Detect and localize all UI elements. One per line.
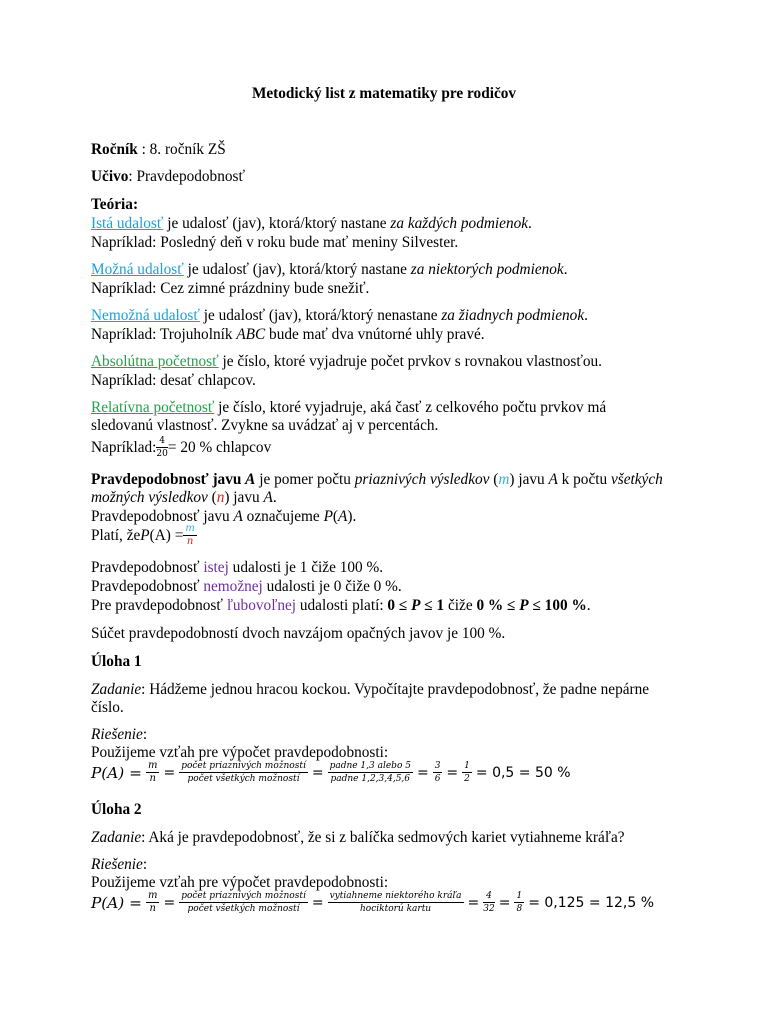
term-end: . <box>563 261 568 278</box>
example-text: bude mať dva vnútorné uhly pravé. <box>265 326 485 343</box>
def-italic: priaznivých výsledkov <box>354 471 490 488</box>
eq-frac-3-6 <box>433 761 443 784</box>
frac-num: padne 1,3 alebo 5 <box>329 761 411 771</box>
prob-text: čiže <box>444 597 477 614</box>
prob-text: udalosti je 0 čiže 0 %. <box>262 578 402 595</box>
grade-line <box>91 141 226 159</box>
fraction-4-20 <box>156 436 167 459</box>
term-relative-frequency[interactable]: Relatívna početnosť <box>91 399 215 416</box>
eq-frac-1-8 <box>514 891 524 914</box>
def-var: A <box>548 471 558 488</box>
prob-text: Pravdepodobnosť <box>91 559 204 576</box>
eq-result: = 0,125 = 12,5 % <box>528 894 655 911</box>
solution-label: Riešenie <box>91 856 143 873</box>
term-text: je číslo, ktoré vyjadruje, aká časť z celkového počtu prvkov má <box>214 399 607 416</box>
prob-text: udalosti platí: <box>296 597 388 614</box>
probability-impossible-line <box>91 578 402 596</box>
task1-assignment-line2: číslo. <box>91 699 124 716</box>
prob-colored: istej <box>203 559 229 576</box>
example-certain-event: Napríklad: Posledný deň v roku bude mať meniny Silvester. <box>91 234 459 251</box>
def-var: P <box>140 526 150 544</box>
fraction-denominator: 20 <box>156 449 168 459</box>
prob-text: Pre pravdepodobnosť <box>91 597 227 614</box>
eq-lhs: P(A) = <box>91 763 142 782</box>
def-bold: Pravdepodobnosť javu <box>91 471 246 488</box>
frac-den: 8 <box>516 904 523 914</box>
term-end: . <box>584 307 588 324</box>
term-emph: za každých podmienok <box>390 215 529 232</box>
def-text: ( <box>207 489 217 506</box>
prob-text: udalosti je 1 čiže 100 %. <box>228 559 384 576</box>
frac-num: vytiahneme niektorého kráľa <box>329 891 462 901</box>
prob-bold: 0 % ≤ <box>476 597 520 614</box>
frac-num: 4 <box>483 891 494 903</box>
def-italic: možných výsledkov <box>91 489 208 506</box>
example-relative-frequency <box>91 436 271 459</box>
term-emph: za žiadnych podmienok <box>441 307 585 324</box>
fraction-m-over-n <box>183 524 196 547</box>
def-text: Pravdepodobnosť javu <box>91 508 234 525</box>
example-impossible-event <box>91 326 485 344</box>
def-text: je pomer počtu <box>255 471 355 488</box>
eq-frac-cards <box>328 891 464 914</box>
topic-value: Pravdepodobnosť <box>136 168 245 185</box>
probability-definition-line1 <box>91 471 663 489</box>
solution-colon: : <box>142 726 148 743</box>
term-certain-event[interactable]: Istá udalosť <box>91 215 164 232</box>
grade-value: 8. ročník ZŠ <box>149 141 226 158</box>
def-text: ) javu <box>224 489 264 506</box>
def-var: A <box>263 489 273 506</box>
eq-equals: = <box>467 894 480 911</box>
term-possible-event[interactable]: Možná udalosť <box>91 261 184 278</box>
task1-solution-label <box>91 726 147 744</box>
eq-lhs: P(A) = <box>91 893 142 912</box>
theory-heading <box>91 196 138 214</box>
def-text: . <box>272 489 277 506</box>
def-text: ) javu <box>509 471 549 488</box>
frac-den: n <box>149 773 156 784</box>
frac-num: 1 <box>516 891 523 901</box>
eq-frac-words <box>179 761 308 784</box>
definition-possible-event <box>91 261 568 279</box>
prob-colored: nemožnej <box>203 578 263 595</box>
def-text: označujeme <box>242 508 324 525</box>
var-n: n <box>216 489 225 506</box>
fraction-denominator: n <box>186 536 194 547</box>
def-text: ). <box>347 508 357 525</box>
theory-colon: : <box>132 196 139 213</box>
solution-label: Riešenie <box>91 726 143 743</box>
term-end: . <box>528 215 532 232</box>
eq-equals: = <box>311 894 324 911</box>
eq-equals: = <box>498 894 511 911</box>
frac-den: 6 <box>434 774 441 784</box>
prob-var: P <box>519 597 529 614</box>
def-italic: všetkých <box>610 471 663 488</box>
eq-result: = 0,5 = 50 % <box>475 764 571 781</box>
def-var: A <box>338 508 348 525</box>
definition-impossible-event <box>91 307 588 325</box>
frac-num: 1 <box>464 761 470 771</box>
example-possible-event: Napríklad: Cez zimné prázdniny bude snežiť. <box>91 280 370 297</box>
definition-relative-frequency <box>91 399 606 417</box>
definition-relative-frequency-line2: sledovanú vlastnosť. Zvykne sa uvádzať aj v percentách. <box>91 417 439 434</box>
def-text: ( <box>489 471 499 488</box>
topic-sep: : <box>128 168 137 185</box>
fraction-numerator: m <box>185 523 195 534</box>
probability-formula-line <box>91 524 197 547</box>
term-emph: za niektorých podmienok <box>410 261 564 278</box>
prob-bold: ≤ 1 <box>420 597 445 614</box>
example-text: Napríklad: <box>91 438 157 456</box>
frac-den: počet všetkých možností <box>187 904 300 914</box>
theory-label: Teória <box>91 196 133 213</box>
task1-assignment <box>91 681 649 699</box>
term-text: je udalosť (jav), ktorá/ktorý nastane <box>163 215 391 232</box>
eq-frac-m-n <box>146 761 159 784</box>
prob-text: . <box>586 597 591 614</box>
var-m: m <box>498 471 510 488</box>
probability-certain-line <box>91 559 383 577</box>
frac-den: 2 <box>464 774 470 784</box>
grade-label: Ročník <box>91 141 138 158</box>
eq-frac-1-2 <box>462 761 472 784</box>
eq-equals: = <box>311 764 324 781</box>
eq-frac-m-n <box>146 891 159 914</box>
solution-colon: : <box>142 856 148 873</box>
prob-var: P <box>411 597 421 614</box>
task2-heading: Úloha 2 <box>91 801 142 818</box>
task2-assignment <box>91 829 625 847</box>
frac-num: počet priaznivých možností <box>181 761 306 771</box>
probability-range-line <box>91 597 591 615</box>
eq-frac-words <box>179 891 308 914</box>
document-title: Metodický list z matematiky pre rodičov <box>251 85 517 102</box>
term-text: je číslo, ktoré vyjadruje počet prvkov s rovnakou vlastnosťou. <box>218 353 602 370</box>
example-absolute-frequency: Napríklad: desať chlapcov. <box>91 372 256 389</box>
grade-sep: : <box>137 141 150 158</box>
term-absolute-frequency[interactable]: Absolútna početnosť <box>91 353 219 370</box>
def-text: ( <box>332 508 339 525</box>
eq-equals: = <box>416 764 429 781</box>
task-label: Zadanie <box>91 681 142 698</box>
topic-label: Učivo <box>91 168 129 185</box>
def-var: P <box>323 508 333 525</box>
prob-text: Pravdepodobnosť <box>91 578 204 595</box>
frac-num: 3 <box>434 761 441 771</box>
frac-num: počet priaznivých možností <box>181 891 306 901</box>
definition-absolute-frequency <box>91 353 602 371</box>
definition-certain-event <box>91 215 532 233</box>
def-var: A <box>245 471 256 488</box>
frac-num: m <box>147 890 158 901</box>
eq-frac-4-32 <box>483 891 494 914</box>
task2-formula-intro: Použijeme vzťah pre výpočet pravdepodobnosti: <box>91 874 389 891</box>
task1-heading: Úloha 1 <box>91 653 142 670</box>
frac-den: n <box>149 903 156 914</box>
topic-line <box>91 168 245 186</box>
eq-frac-dice <box>328 761 413 784</box>
frac-num: m <box>147 760 158 771</box>
prob-colored: ľubovoľnej <box>226 597 297 614</box>
task2-equation <box>91 891 654 914</box>
task-text: : Aká je pravdepodobnosť, že si z balíčka sedmových kariet vytiahneme kráľa? <box>141 829 625 846</box>
task1-equation <box>91 761 571 784</box>
eq-equals: = <box>163 894 176 911</box>
frac-den: počet všetkých možností <box>187 774 300 784</box>
eq-equals: = <box>163 764 176 781</box>
complementary-sum-line: Súčet pravdepodobností dvoch navzájom opačných javov je 100 %. <box>91 625 506 642</box>
example-text: = 20 % chlapcov <box>167 438 272 456</box>
term-impossible-event[interactable]: Nemožná udalosť <box>91 307 200 324</box>
frac-den: padne 1,2,3,4,5,6 <box>330 774 411 784</box>
probability-definition-line2 <box>91 489 277 507</box>
task2-solution-label <box>91 856 147 874</box>
example-italic: ABC <box>236 326 266 343</box>
task1-formula-intro: Použijeme vzťah pre výpočet pravdepodobnosti: <box>91 744 389 761</box>
def-text: (A) = <box>149 526 184 544</box>
def-text: k počtu <box>557 471 611 488</box>
term-text: je udalosť (jav), ktorá/ktorý nenastane <box>199 307 442 324</box>
task-label: Zadanie <box>91 829 142 846</box>
eq-equals: = <box>446 764 459 781</box>
prob-bold: 0 ≤ <box>387 597 412 614</box>
example-text: Napríklad: Trojuholník <box>91 326 237 343</box>
frac-den: 32 <box>483 904 495 914</box>
term-text: je udalosť (jav), ktorá/ktorý nastane <box>183 261 411 278</box>
def-text: Platí, že <box>91 526 141 544</box>
fraction-numerator: 4 <box>156 436 167 448</box>
prob-bold: ≤ 100 % <box>528 597 587 614</box>
def-var: A <box>233 508 243 525</box>
task-text: : Hádžeme jednou hracou kockou. Vypočítajte pravdepodobnosť, že padne nepárne <box>141 681 650 698</box>
frac-den: hociktorú kartu <box>359 904 432 914</box>
